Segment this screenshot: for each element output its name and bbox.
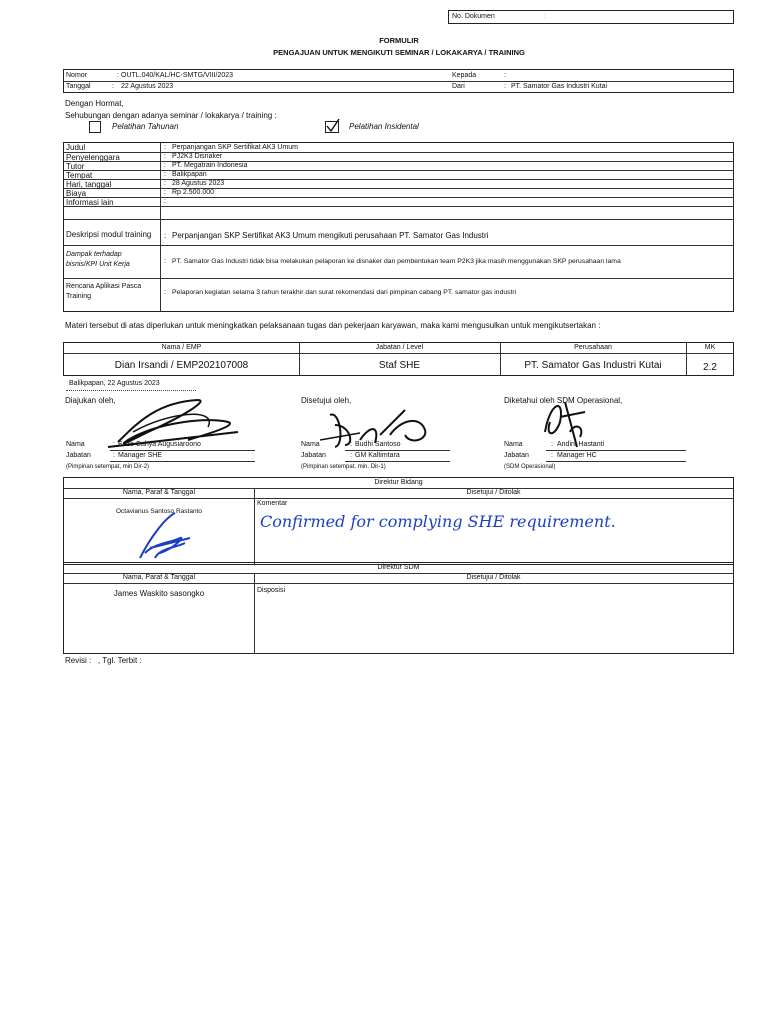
tempat-label: Tempat: [66, 171, 93, 180]
direktur-sdm-col2: Disetujui / Ditolak: [466, 574, 521, 581]
direktur-sdm-title: Direktur SDM: [377, 564, 420, 571]
col3-nama-label: Nama: [504, 441, 523, 448]
participant-perusahaan: PT. Samator Gas Industri Kutai: [524, 360, 662, 371]
direktur-bidang-box: [63, 477, 734, 565]
disetujui-title: Disetujui oleh,: [301, 396, 352, 405]
col3-nama-value: Andini Hastanti: [557, 441, 605, 448]
tanggal-value: 22 Agustus 2023: [121, 83, 174, 90]
direktur-sdm-box: [63, 562, 734, 654]
judul-sep: :: [164, 144, 166, 151]
tutor-sep: :: [164, 162, 166, 169]
deskripsi-sep: :: [164, 231, 167, 240]
hari-sep: :: [164, 180, 166, 187]
dampak-value: PT. Samator Gas Industri tidak bisa melakukan pelaporan ke disnaker dan pembentukan team P2K3 jika masih menggunakan SKP perusahaan lama: [172, 258, 621, 265]
doc-number-sep: :: [544, 13, 546, 20]
tutor-label: Tutor: [66, 162, 85, 171]
tanggal-sep: :: [112, 83, 114, 90]
checkbox-pelatihan-insidental[interactable]: [325, 121, 339, 133]
judul-label: Judul: [66, 143, 86, 152]
tanggal-label: Tanggal: [66, 83, 91, 90]
checkmark-icon: [325, 118, 341, 134]
disposisi-label: Disposisi: [257, 587, 286, 594]
direktur-sdm-name: James Waskito sasongko: [113, 589, 205, 598]
option-pelatihan-insidental: Pelatihan Insidental: [349, 122, 419, 131]
form-title: [0, 36, 768, 57]
rencana-label-2: Training: [66, 293, 92, 300]
nomor-sep: :: [117, 72, 119, 79]
col-header-perusahaan: Perusahaan: [574, 344, 612, 351]
col2-jabatan-value: GM Kaltimtara: [355, 452, 400, 459]
hari-value: 28 Agustus 2023: [172, 180, 225, 187]
komentar-text: Confirmed for complying SHE requirement.: [260, 512, 616, 531]
participant-name: Dian Irsandi / EMP202107008: [114, 360, 249, 371]
col-header-jabatan: Jabatan / Level: [375, 344, 424, 351]
dampak-label-2: bisnis/KPI Unit Kerja: [66, 261, 130, 268]
col-header-mk: MK: [704, 344, 716, 351]
col2-note: (Pimpinan setempat, min. Dir-1): [301, 464, 386, 470]
header-box: [63, 69, 734, 93]
direktur-sdm-col1: Nama, Paraf & Tanggal: [122, 574, 196, 581]
rencana-label-1: Rencana Aplikasi Pasca: [66, 283, 142, 290]
col3-jabatan-label: Jabatan: [504, 452, 529, 459]
col3-jabatan-sep: :: [551, 452, 553, 459]
info-sep: :: [164, 198, 166, 205]
penyelenggara-label: Penyelenggara: [66, 153, 120, 162]
diketahui-title: Diketahui oleh SDM Operasional,: [504, 396, 623, 405]
diajukan-title: Diajukan oleh,: [65, 396, 116, 405]
biaya-value: Rp 2.500.000: [172, 189, 215, 196]
dari-value: PT. Samator Gas Industri Kutai: [511, 83, 608, 90]
kepada-label: Kepada: [452, 72, 477, 79]
dampak-sep: :: [164, 258, 166, 265]
dari-label: Dari: [452, 83, 465, 90]
nomor-label: Nomor: [66, 72, 88, 79]
penyelenggara-value: PJ2K3 Disnaker: [172, 153, 223, 160]
participant-mk: 2.2: [703, 362, 717, 373]
place-date: Balikpapan, 22 Agustus 2023: [69, 380, 160, 387]
doc-number-label: No. Dokumen: [452, 13, 495, 20]
doc-number-box: [448, 10, 734, 24]
col2-nama-value: Budhi Santoso: [355, 441, 401, 448]
biaya-label: Biaya: [66, 189, 87, 198]
col1-nama-sep: :: [113, 441, 115, 448]
biaya-sep: :: [164, 189, 166, 196]
col2-jabatan-label: Jabatan: [301, 452, 326, 459]
form-title-line1: FORMULIR: [379, 36, 419, 45]
penyelenggara-sep: :: [164, 153, 166, 160]
rencana-value: Pelaporan kegiatan selama 3 tahun terakhir dan surat rekomendasi dari pimpinan cabang PT. samator gas industri: [172, 289, 517, 296]
details-box: [63, 142, 734, 312]
tempat-sep: :: [164, 171, 166, 178]
info-label: Informasi lain: [66, 198, 114, 207]
form-title-line2: PENGAJUAN UNTUK MENGIKUTI SEMINAR / LOKAKARYA / TRAINING: [273, 48, 525, 57]
rencana-sep: :: [164, 289, 166, 296]
col3-note: (SDM Operasional): [504, 464, 556, 470]
hari-label: Hari, tanggal: [66, 180, 112, 189]
direktur-bidang-col1: Nama, Paraf & Tanggal: [122, 489, 196, 496]
deskripsi-label: Deskripsi modul training: [66, 230, 152, 239]
col3-nama-sep: :: [551, 441, 553, 448]
col3-jabatan-value: Manager HC: [557, 452, 597, 459]
participants-table: [63, 342, 734, 376]
col1-jabatan-label: Jabatan: [66, 452, 91, 459]
col-header-nama: Nama / EMP: [161, 344, 202, 351]
col1-nama-value: Enzo Cahya Augusiaroono: [118, 441, 201, 448]
deskripsi-value: Perpanjangan SKP Sertifikat AK3 Umum mengikuti perusahaan PT. Samator Gas Industri: [172, 231, 489, 240]
col2-jabatan-sep: :: [350, 452, 352, 459]
komentar-label: Komentar: [257, 500, 288, 507]
kepada-sep: :: [504, 72, 506, 79]
revision-footer: Revisi : , Tgl. Terbit :: [65, 656, 142, 665]
dari-sep: :: [504, 83, 506, 90]
dampak-label-1: Dampak terhadap: [66, 251, 122, 258]
nomor-value: OUTL.040/KAL/HC-SMTG/VIII/2023: [121, 72, 234, 79]
col1-nama-label: Nama: [66, 441, 85, 448]
participant-jabatan: Staf SHE: [378, 360, 421, 371]
col1-jabatan-value: Manager SHE: [118, 452, 162, 459]
col2-nama-sep: :: [350, 441, 352, 448]
judul-value: Perpanjangan SKP Sertifikat AK3 Umum: [172, 144, 298, 151]
tempat-value: Balikpapan: [172, 171, 207, 178]
proposal-text: Materi tersebut di atas diperlukan untuk meningkatkan pelaksanaan tugas dan pekerjaan karyawan, maka kami mengusulkan untuk mengikutsertakan :: [65, 321, 601, 330]
col1-jabatan-sep: :: [113, 452, 115, 459]
intro-line: Sehubungan dengan adanya seminar / lokakarya / training :: [65, 111, 277, 120]
col1-note: (Pimpinan setempat, min Dir-2): [66, 464, 150, 470]
direktur-bidang-col2: Disetujui / Ditolak: [466, 489, 521, 496]
direktur-bidang-title: Direktur Bidang: [374, 479, 423, 486]
tutor-value: PT. Megatrain Indonesia: [172, 162, 248, 169]
option-pelatihan-tahunan: Pelatihan Tahunan: [112, 122, 179, 131]
direktur-bidang-name: Octavianus Santoso Rastanto: [116, 508, 202, 515]
checkbox-pelatihan-tahunan[interactable]: [89, 121, 101, 133]
col2-nama-label: Nama: [301, 441, 320, 448]
greeting: Dengan Hormat,: [65, 99, 124, 108]
